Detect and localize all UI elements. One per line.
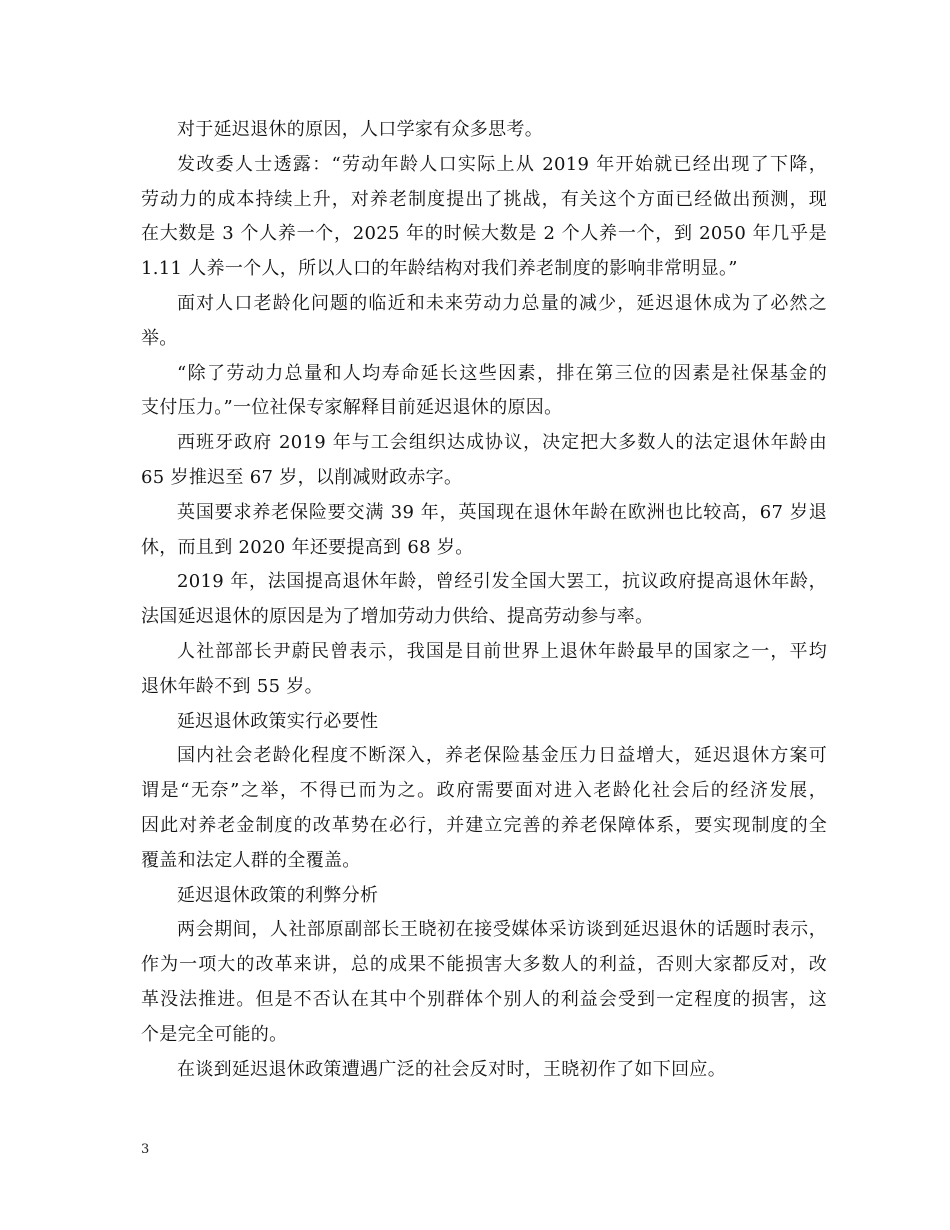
paragraph	[141, 913, 827, 1052]
text-line: 支付压力。”一位社保专家解释目前延迟退休的原因。	[141, 397, 563, 419]
text-line: 1.11 人养一个人，所以人口的年龄结构对我们养老制度的影响非常明显。”	[141, 258, 738, 280]
text-line: “除了劳动力总量和人均寿命延长这些因素，排在第三位的因素是社保基金的	[177, 362, 827, 384]
text-line: 对于延迟退休的原因，人口学家有众多思考。	[177, 119, 543, 140]
text-line: 因此对养老金制度的改革势在必行，并建立完善的养老保障体系，要实现制度的全	[141, 814, 827, 836]
text-line: 2019 年，法国提高退休年龄，曾经引发全国大罢工，抗议政府提高退休年龄，	[177, 571, 827, 593]
paragraph	[141, 148, 827, 287]
text-line: 在大数是 3 个人养一个，2025 年的时候大数是 2 个人养一个，到 2050 年几乎是	[141, 223, 827, 245]
paragraph	[141, 739, 827, 878]
text-line: 谓是“无奈”之举，不得已而为之。政府需要面对进入老龄化社会后的经济发展，	[141, 780, 827, 802]
document-body	[141, 113, 827, 1087]
paragraph	[141, 357, 827, 427]
paragraph	[141, 496, 827, 566]
text-line: 革没法推进。但是不否认在其中个别群体个别人的利益会受到一定程度的损害，这	[141, 988, 827, 1010]
text-line: 作为一项大的改革来讲，总的成果不能损害大多数人的利益，否则大家都反对，改	[141, 954, 827, 976]
text-line: 个是完全可能的。	[141, 1023, 288, 1045]
text-line: 英国要求养老保险要交满 39 年，英国现在退休年龄在欧洲也比较高，67 岁退	[177, 501, 827, 523]
text-line: 在谈到延迟退休政策遭遇广泛的社会反对时，王晓初作了如下回应。	[177, 1058, 726, 1080]
text-line: 法国延迟退休的原因是为了增加劳动力供给、提高劳动参与率。	[141, 606, 654, 628]
text-line: 西班牙政府 2019 年与工会组织达成协议，决定把大多数人的法定退休年龄由	[177, 432, 827, 454]
text-line: 劳动力的成本持续上升，对养老制度提出了挑战，有关这个方面已经做出预测，现	[141, 188, 827, 210]
text-line: 面对人口老龄化问题的临近和未来劳动力总量的减少，延迟退休成为了必然之	[177, 292, 827, 314]
paragraph	[141, 426, 827, 496]
text-line: 延迟退休政策实行必要性	[177, 710, 379, 732]
text-line: 延迟退休政策的利弊分析	[177, 884, 379, 906]
text-line: 发改委人士透露：“劳动年龄人口实际上从 2019 年开始就已经出现了下降，	[177, 153, 827, 175]
text-line: 两会期间，人社部原副部长王晓初在接受媒体采访谈到延迟退休的话题时表示，	[177, 919, 827, 941]
page-number: 3	[141, 1142, 150, 1157]
text-line: 休，而且到 2020 年还要提高到 68 岁。	[141, 536, 474, 558]
text-line: 人社部部长尹蔚民曾表示，我国是目前世界上退休年龄最早的国家之一，平均	[177, 640, 827, 662]
text-line: 国内社会老龄化程度不断深入，养老保险基金压力日益增大，延迟退休方案可	[177, 745, 827, 767]
section-heading	[141, 705, 827, 740]
text-line: 举。	[141, 327, 178, 349]
text-line: 覆盖和法定人群的全覆盖。	[141, 849, 361, 871]
section-heading	[141, 879, 827, 914]
text-line: 退休年龄不到 55 岁。	[141, 675, 323, 697]
paragraph	[141, 287, 827, 357]
text-line: 65 岁推迟至 67 岁，以削减财政赤字。	[141, 466, 463, 488]
paragraph	[141, 565, 827, 635]
paragraph	[141, 113, 827, 148]
paragraph	[141, 1053, 827, 1088]
paragraph	[141, 635, 827, 705]
